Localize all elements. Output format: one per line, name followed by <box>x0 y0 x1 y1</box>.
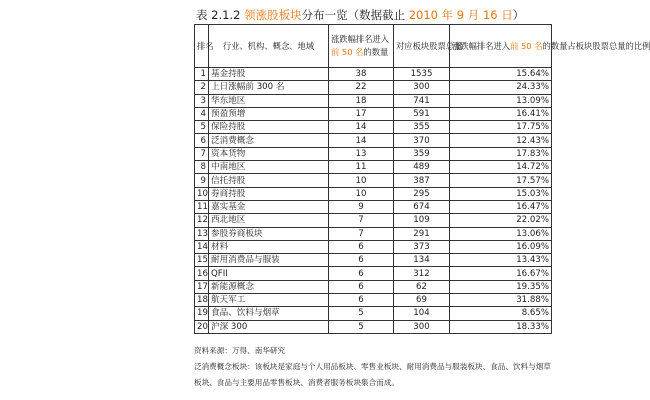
row-rank: 1 <box>195 68 209 81</box>
caption-highlight-sector: 领涨股板块 <box>244 8 302 22</box>
row-name: 信托持股 <box>209 174 329 187</box>
row-count: 13 <box>329 147 394 160</box>
row-count: 10 <box>329 174 394 187</box>
row-rank: 16 <box>195 267 209 280</box>
header-count <box>329 25 394 68</box>
table-row <box>195 227 552 240</box>
header-industry: 行业、机构、概念、地域 <box>209 25 329 68</box>
row-rank: 15 <box>195 254 209 267</box>
row-rank: 17 <box>195 280 209 293</box>
row-rank: 5 <box>195 121 209 134</box>
row-name: 嘉实基金 <box>209 200 329 213</box>
row-name: 保险持股 <box>209 121 329 134</box>
row-rank: 2 <box>195 81 209 94</box>
row-total: 591 <box>394 107 450 120</box>
row-count: 9 <box>329 200 394 213</box>
definition-note-line2: 板块、食品与主要用品零售板块、消费者服务板块集合而成。 <box>194 378 400 387</box>
row-total: 291 <box>394 227 450 240</box>
row-total: 373 <box>394 240 450 253</box>
table-row <box>195 307 552 320</box>
caption-prefix: 表 2.1.2 <box>196 8 241 22</box>
row-ratio: 17.83% <box>450 147 552 160</box>
row-total: 741 <box>394 94 450 107</box>
row-ratio: 12.43% <box>450 134 552 147</box>
table-row <box>195 161 552 174</box>
row-name: 华东地区 <box>209 94 329 107</box>
header-ratio-highlight: 前 50 名 <box>510 40 543 51</box>
row-name: 泛消费概念 <box>209 134 329 147</box>
row-name: 航天军工 <box>209 294 329 307</box>
row-rank: 14 <box>195 240 209 253</box>
row-total: 1535 <box>394 68 450 81</box>
row-ratio: 22.02% <box>450 214 552 227</box>
row-count: 14 <box>329 121 394 134</box>
row-name: 基金持股 <box>209 68 329 81</box>
table-row <box>195 294 552 307</box>
caption-mid: 分布一览（数据截止 <box>301 8 406 22</box>
table-row <box>195 94 552 107</box>
header-rank: 排名 <box>195 25 209 68</box>
table-row <box>195 214 552 227</box>
table-row <box>195 240 552 253</box>
row-ratio: 14.72% <box>450 161 552 174</box>
row-ratio: 16.67% <box>450 267 552 280</box>
row-total: 104 <box>394 307 450 320</box>
row-rank: 20 <box>195 320 209 333</box>
row-total: 134 <box>394 254 450 267</box>
row-total: 312 <box>394 267 450 280</box>
row-name: 参股券商板块 <box>209 227 329 240</box>
table-row <box>195 121 552 134</box>
row-ratio: 15.03% <box>450 187 552 200</box>
row-ratio: 24.33% <box>450 81 552 94</box>
table-row <box>195 200 552 213</box>
header-ratio-suffix: 的数量占板块股票总量的比例 <box>542 40 650 51</box>
row-count: 11 <box>329 161 394 174</box>
header-count-highlight: 前 50 名 <box>331 47 364 57</box>
row-count: 22 <box>329 81 394 94</box>
row-ratio: 13.09% <box>450 94 552 107</box>
header-ratio-prefix: 涨跌幅排名进入 <box>452 40 511 51</box>
table-header-row <box>195 25 552 68</box>
row-total: 359 <box>394 147 450 160</box>
row-ratio: 16.41% <box>450 107 552 120</box>
row-name: 耐用消费品与服装 <box>209 254 329 267</box>
row-ratio: 15.64% <box>450 68 552 81</box>
row-ratio: 16.47% <box>450 200 552 213</box>
row-ratio: 17.75% <box>450 121 552 134</box>
table-notes <box>194 343 564 391</box>
row-ratio: 8.65% <box>450 307 552 320</box>
row-ratio: 17.57% <box>450 174 552 187</box>
row-ratio: 19.35% <box>450 280 552 293</box>
row-count: 5 <box>329 320 394 333</box>
row-total: 295 <box>394 187 450 200</box>
row-count: 6 <box>329 280 394 293</box>
row-total: 300 <box>394 81 450 94</box>
table-row <box>195 68 552 81</box>
row-rank: 11 <box>195 200 209 213</box>
row-count: 6 <box>329 267 394 280</box>
row-count: 14 <box>329 134 394 147</box>
table-row <box>195 320 552 333</box>
row-count: 7 <box>329 227 394 240</box>
row-name: 西北地区 <box>209 214 329 227</box>
row-rank: 10 <box>195 187 209 200</box>
row-rank: 12 <box>195 214 209 227</box>
row-name: QFII <box>209 267 329 280</box>
caption-date: 2010 年 9 月 16 日 <box>408 8 513 22</box>
row-count: 5 <box>329 307 394 320</box>
table-caption <box>196 6 524 24</box>
row-rank: 4 <box>195 107 209 120</box>
header-count-suffix: 的数量 <box>363 47 389 57</box>
row-count: 10 <box>329 187 394 200</box>
row-total: 69 <box>394 294 450 307</box>
definition-note-line1: 泛消费概念板块：该板块是家庭与个人用品板块、零售业板块、耐用消费品与服装板块、食品、饮料与烟草 <box>194 362 551 371</box>
row-name: 食品、饮料与烟草 <box>209 307 329 320</box>
row-total: 62 <box>394 280 450 293</box>
row-name: 券商持股 <box>209 187 329 200</box>
row-ratio: 13.06% <box>450 227 552 240</box>
row-total: 674 <box>394 200 450 213</box>
row-name: 材料 <box>209 240 329 253</box>
row-ratio: 31.88% <box>450 294 552 307</box>
row-name: 预盈预增 <box>209 107 329 120</box>
row-count: 38 <box>329 68 394 81</box>
header-total: 对应板块股票总量 <box>394 25 450 68</box>
row-ratio: 16.09% <box>450 240 552 253</box>
row-total: 109 <box>394 214 450 227</box>
table-row <box>195 187 552 200</box>
table-row <box>195 81 552 94</box>
row-name: 新能源概念 <box>209 280 329 293</box>
table-row <box>195 107 552 120</box>
row-name: 中南地区 <box>209 161 329 174</box>
row-total: 370 <box>394 134 450 147</box>
row-name: 上日涨幅前 300 名 <box>209 81 329 94</box>
row-count: 7 <box>329 214 394 227</box>
header-count-line1: 涨跌幅排名进入 <box>331 34 390 44</box>
row-ratio: 13.43% <box>450 254 552 267</box>
row-rank: 19 <box>195 307 209 320</box>
header-ratio <box>450 25 650 68</box>
table-row <box>195 147 552 160</box>
row-name: 沪深 300 <box>209 320 329 333</box>
row-count: 18 <box>329 94 394 107</box>
caption-suffix: ） <box>512 8 525 22</box>
row-count: 6 <box>329 294 394 307</box>
table-row <box>195 280 552 293</box>
row-count: 17 <box>329 107 394 120</box>
row-count: 6 <box>329 254 394 267</box>
row-rank: 13 <box>195 227 209 240</box>
row-total: 300 <box>394 320 450 333</box>
row-total: 489 <box>394 161 450 174</box>
row-rank: 3 <box>195 94 209 107</box>
row-rank: 6 <box>195 134 209 147</box>
row-count: 6 <box>329 240 394 253</box>
table-row <box>195 267 552 280</box>
row-rank: 9 <box>195 174 209 187</box>
table-row <box>195 134 552 147</box>
row-rank: 7 <box>195 147 209 160</box>
row-name: 资本货物 <box>209 147 329 160</box>
table-row <box>195 174 552 187</box>
row-total: 355 <box>394 121 450 134</box>
sector-table <box>194 24 650 334</box>
row-ratio: 18.33% <box>450 320 552 333</box>
source-note: 资料来源：万得、南华研究 <box>194 346 286 355</box>
row-rank: 8 <box>195 161 209 174</box>
row-total: 387 <box>394 174 450 187</box>
row-rank: 18 <box>195 294 209 307</box>
table-row <box>195 254 552 267</box>
